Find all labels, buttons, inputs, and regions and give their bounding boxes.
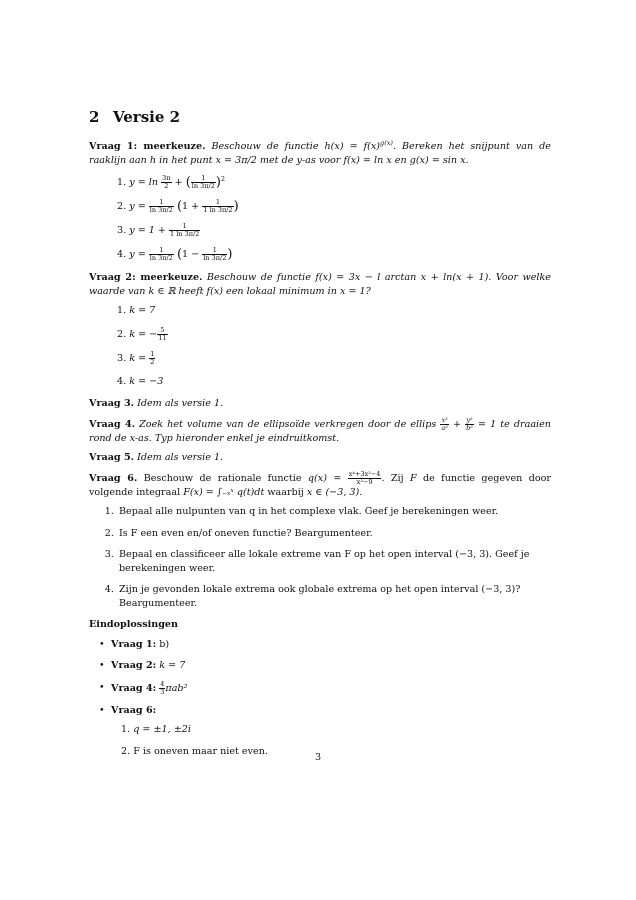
question-1-label: Vraag 1: meerkeuze. — [89, 141, 206, 153]
q4-xas: x — [129, 432, 135, 444]
q2-text-c: heeft — [175, 285, 207, 297]
q1-opt3-num: 3. — [117, 225, 127, 237]
q2-text-a: Beschouw de functie — [206, 272, 316, 284]
page-number: 3 — [314, 752, 322, 763]
q1-text-e: -as voor — [301, 154, 344, 166]
q1-fdef: f(x) = ln x — [343, 154, 392, 166]
question-2-options — [89, 304, 551, 388]
q2-text-d: een lokaal minimum in — [222, 285, 340, 297]
q2-opt3-pre: k = — [129, 352, 147, 364]
q6-item-1: 1. Bepaal alle nulpunten van q in het complexe vlak. Geef je berekeningen weer. — [117, 505, 551, 519]
q2-option-3 — [115, 351, 551, 366]
solution-2 — [111, 659, 551, 673]
q1-opt1-pfrac-n: 1 — [191, 175, 216, 183]
q1-option-1: 1. y = ln $\frac{3\pi}{2}$ + ( $\frac{1}{\ln 3\pi/2}$ )$^2$ — [117, 174, 226, 191]
question-6-items — [89, 505, 551, 610]
q1-opt1-exp: 2 — [220, 175, 226, 184]
question-4 — [89, 417, 551, 446]
q1-opt2-frac-d: ln 3π/2 — [149, 206, 173, 215]
solution-2-label: Vraag 2: — [111, 660, 157, 672]
q1-point: x = 3π/2 — [215, 154, 257, 166]
q1-opt2-frac — [149, 199, 174, 214]
q2-option-2 — [115, 327, 551, 342]
q1-opt4-frac-n: 1 — [149, 247, 174, 255]
q6-text-d: waarbij — [264, 486, 307, 498]
solution-1 — [111, 638, 551, 652]
q1-gdef: g(x) = sin x — [409, 154, 466, 166]
question-2 — [89, 271, 551, 298]
solution-6-item-1-text: q = ±1, ±2i — [133, 724, 191, 736]
question-1-options — [89, 173, 551, 262]
q1-text-f: en — [391, 154, 410, 166]
q2-opt2-pre: k = − — [129, 328, 158, 340]
q1-opt2-ifrac-n: 1 — [202, 199, 233, 207]
solution-4-frac-n: 4 — [160, 679, 165, 688]
solution-6 — [111, 704, 551, 759]
q6-F: F — [409, 472, 417, 484]
q1-opt1-pfrac — [191, 175, 216, 190]
solution-6-item-2-num: 2. — [121, 745, 131, 757]
question-2-label: Vraag 2: meerkeuze. — [89, 272, 203, 284]
q2-opt1-expr: k = 7 — [129, 305, 156, 317]
q1-opt4-frac — [149, 247, 174, 262]
question-1 — [89, 137, 551, 167]
q6-text-a: Beschouw de rationale functie — [143, 472, 308, 484]
q2-option-4 — [115, 375, 551, 389]
q2-opt1-num: 1. — [117, 305, 127, 317]
q1-opt4-inner: 1 − — [182, 249, 200, 261]
q2-fx: f(x) — [206, 285, 223, 297]
q4-text-a: Zoek het volume van de ellipsoïde verkregen door de ellips — [139, 418, 441, 430]
q1-opt2-ifrac — [202, 199, 233, 214]
q4-frac-x — [440, 417, 448, 432]
section-number: 2 — [89, 108, 100, 126]
q6-dom: x ∈ (−3, 3) — [306, 486, 360, 498]
q1-text-a: Beschouw de functie — [211, 141, 325, 153]
q2-text-e: ? — [365, 285, 371, 297]
q1-opt1-pfrac-d: ln 3π/2 — [191, 182, 215, 191]
q2-opt3-frac-d: 2 — [150, 357, 155, 366]
q2-opt2-frac-n: 5 — [157, 327, 167, 335]
q1-opt1-frac-d: 2 — [164, 182, 169, 191]
q4-frac-y-d: b² — [466, 423, 473, 432]
q1-opt2-pre: y = — [129, 201, 146, 213]
q2-fdef: f(x) = 3x − l arctan x + ln(x + 1) — [315, 272, 489, 284]
section-title: Versie 2 — [113, 108, 181, 126]
question-3-text: Idem als versie 1. — [137, 398, 224, 410]
solution-2-value: k = 7 — [159, 660, 186, 672]
q4-plus: + — [452, 418, 461, 430]
q2-point: x = 1 — [339, 285, 366, 297]
q6-text-e: . — [359, 486, 363, 498]
solution-4 — [111, 681, 551, 696]
q2-opt4-expr: k = −3 — [129, 375, 164, 387]
q6-qdef: q(x) = — [307, 472, 342, 484]
q1-opt2-inner: 1 + — [182, 201, 200, 213]
section-heading — [89, 108, 180, 126]
q1-opt1-pre: y = ln — [129, 177, 159, 189]
q2-opt2-frac-d: 11 — [158, 333, 167, 342]
q2-text-b: . Voor welke waarde van — [89, 272, 551, 297]
q6-text-b: . Zij — [381, 472, 410, 484]
q4-frac-y-n: y² — [466, 415, 473, 424]
solution-1-value: b) — [159, 638, 170, 650]
q1-opt4-ifrac-n: 1 — [202, 247, 227, 255]
q4-frac-x-d: a² — [441, 423, 448, 432]
solution-1-label: Vraag 1: — [111, 638, 157, 650]
q2-opt2-frac — [157, 327, 167, 342]
q1-h: h — [149, 154, 157, 166]
q1-text-g: . — [465, 154, 469, 166]
question-3 — [89, 397, 551, 411]
question-5 — [89, 451, 551, 465]
q1-opt2-num: 2. — [117, 201, 127, 213]
q2-opt3-num: 3. — [117, 352, 127, 364]
q4-frac-y — [465, 417, 474, 432]
q6-Fdef: F(x) = ∫₋ₓˣ q(t)dt — [183, 486, 265, 498]
question-5-label: Vraag 5. — [89, 452, 134, 464]
question-6 — [89, 471, 551, 500]
q1-opt3-pre: y = 1 + — [129, 225, 166, 237]
q2-kset: k ∈ ℝ — [148, 285, 176, 297]
q1-text-b: . Bereken het snijpunt van de raaklijn aan — [89, 141, 551, 166]
q2-opt4-num: 4. — [117, 375, 127, 387]
q1-option-3 — [115, 223, 551, 238]
q6-item-4: 4. Zijn je gevonden lokale extrema ook globale extrema op het open interval (−3, 3)? Beargumenteer. — [117, 583, 551, 610]
q1-opt2-ifrac-d: 1 ln 3π/2 — [203, 206, 233, 215]
q1-opt1-num: 1. — [117, 177, 127, 189]
q1-opt1-plus: + — [174, 177, 183, 189]
q2-opt3-frac-n: 1 — [150, 349, 155, 358]
q1-opt4-pre: y = — [129, 249, 146, 261]
q1-opt4-ifrac-d: ln 3π/2 — [203, 254, 227, 263]
document-body — [89, 137, 551, 766]
q1-opt1-frac — [161, 175, 171, 190]
q1-opt2-frac-n: 1 — [149, 199, 174, 207]
question-4-label: Vraag 4. — [89, 418, 136, 430]
solution-6-item-2-text: F is oneven maar niet even. — [133, 745, 268, 757]
solution-6-label: Vraag 6: — [111, 704, 157, 716]
q1-opt4-frac-d: ln 3π/2 — [149, 254, 173, 263]
solutions-title: Eindoplossingen — [89, 619, 178, 631]
solution-6-item-1-num: 1. — [121, 724, 131, 736]
q2-opt3-frac — [149, 351, 155, 366]
q6-item-2: 2. Is F een even en/of oneven functie? Beargumenteer. — [117, 527, 551, 541]
q1-func-h-exp: g(x) — [380, 139, 393, 147]
q1-text-d: met de — [256, 154, 297, 166]
q1-func-h: h(x) = f(x) — [324, 141, 381, 153]
q1-opt3-frac-d: 1 ln 3π/2 — [170, 230, 200, 239]
question-6-label: Vraag 6. — [89, 472, 138, 484]
q1-yas: y — [296, 154, 302, 166]
q1-opt3-frac — [169, 223, 200, 238]
q2-option-1 — [115, 304, 551, 318]
q1-text-c: in het punt — [156, 154, 216, 166]
solution-4-frac-d: 3 — [160, 687, 165, 696]
q2-opt2-num: 2. — [117, 328, 127, 340]
q1-opt4-ifrac — [202, 247, 227, 262]
q4-text-b: te draaien rond de — [89, 418, 551, 444]
q1-opt3-frac-n: 1 — [169, 223, 200, 231]
q4-frac-x-n: x² — [441, 415, 448, 424]
question-5-text: Idem als versie 1. — [137, 452, 224, 464]
solutions-list — [89, 638, 551, 759]
q1-opt4-num: 4. — [117, 249, 127, 261]
solution-4-label: Vraag 4: — [111, 682, 157, 694]
q1-option-2: 2. y = $\frac{1}{\ln 3\pi/2}$ (1 + $\frac{1}{1 \ln 3\pi/2}$ ) — [117, 198, 239, 215]
q6-frac-d: x²−9 — [356, 477, 373, 486]
solution-4-value: πab² — [165, 682, 188, 694]
question-3-label: Vraag 3. — [89, 398, 134, 410]
q6-item-3: 3. Bepaal en classificeer alle lokale extreme van F op het open interval (−3, 3). Geef je berekeningen weer. — [117, 548, 551, 575]
q6-frac — [348, 471, 382, 486]
q4-text-c: -as. Typ hieronder enkel je eindruitkomst. — [134, 432, 340, 444]
q6-frac-n: x⁴+3x²−4 — [348, 469, 381, 478]
q1-option-4: 4. y = $\frac{1}{\ln 3\pi/2}$ (1 − $\frac{1}{\ln 3\pi/2}$ ) — [117, 246, 233, 263]
solution-6-item-1 — [119, 723, 551, 737]
q4-eq: = 1 — [477, 418, 497, 430]
q1-opt1-frac-n: 3π — [162, 174, 171, 183]
q6-text-c: de functie gegeven door volgende integraal — [89, 472, 551, 498]
